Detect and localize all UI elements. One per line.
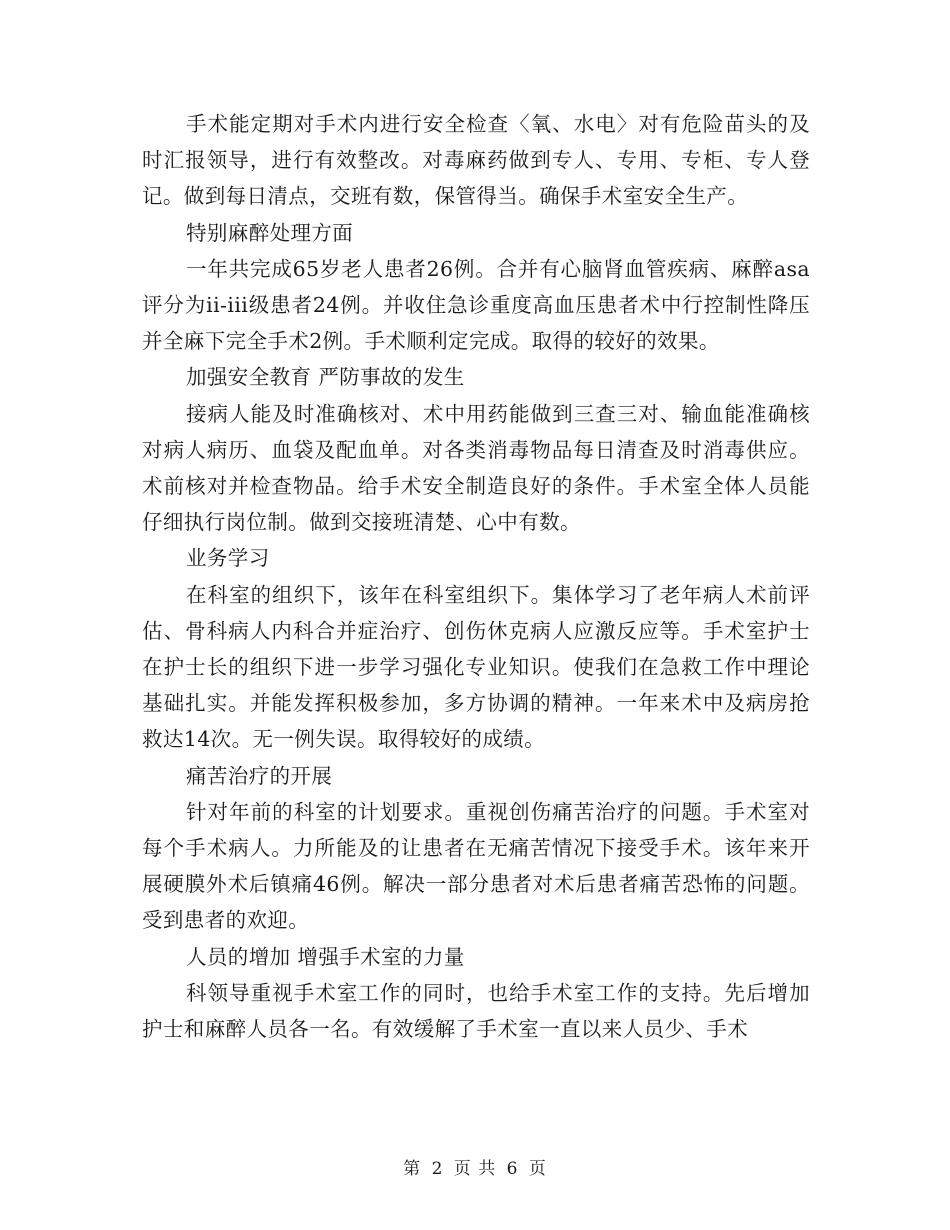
paragraph-special-anesthesia: 一年共完成65岁老人患者26例。合并有心脑肾血管疾病、麻醉asa评分为ii-iii级患者24例。并收住急诊重度高血压患者术中行控制性降压并全麻下完全手术2例。手术顺利定完成。取得的较好的效果。 <box>142 256 810 354</box>
paragraph-staff-increase: 科领导重视手术室工作的同时，也给手术室工作的支持。先后增加护士和麻醉人员各一名。有效缓解了手术室一直以来人员少、手术 <box>142 980 810 1042</box>
heading-special-anesthesia: 特别麻醉处理方面 <box>186 220 354 245</box>
page-footer <box>0 1154 950 1179</box>
heading-pain-treatment: 痛苦治疗的开展 <box>186 763 333 788</box>
footer-page-number: 2 <box>431 1159 444 1179</box>
document-body <box>142 106 810 1047</box>
footer-middle: 页 共 <box>453 1159 497 1179</box>
heading-staff-increase: 人员的增加 增强手术室的力量 <box>186 944 465 969</box>
paragraph-pain-treatment: 针对年前的科室的计划要求。重视创伤痛苦治疗的问题。手术室对每个手术病人。力所能及的让患者在无痛苦情况下接受手术。该年来开展硬膜外术后镇痛46例。解决一部分患者对术后患者痛苦恐怖的问题。受到患者的欢迎。 <box>142 799 810 933</box>
footer-prefix: 第 <box>403 1159 422 1179</box>
paragraph-safety-check: 手术能定期对手术内进行安全检查〈氧、水电〉对有危险苗头的及时汇报领导，进行有效整改。对毒麻药做到专人、专用、专柜、专人登记。做到每日清点，交班有数，保管得当。确保手术室安全生产。 <box>142 112 810 209</box>
paragraph-safety-education: 接病人能及时准确核对、术中用药能做到三查三对、输血能准确核对病人病历、血袋及配血单。对各类消毒物品每日清查及时消毒供应。术前核对并检查物品。给手术安全制造良好的条件。手术室全体人员能仔细执行岗位制。做到交接班清楚、心中有数。 <box>142 401 810 535</box>
footer-total-pages: 6 <box>506 1159 519 1179</box>
paragraph-business-study: 在科室的组织下，该年在科室组织下。集体学习了老年病人术前评估、骨科病人内科合并症治疗、创伤休克病人应激反应等。手术室护士在护士长的组织下进一步学习强化专业知识。使我们在急救工作中理论基础扎实。并能发挥积极参加，多方协调的精神。一年来术中及病房抢救达14次。无一例失误。取得较好的成绩。 <box>142 582 810 752</box>
heading-business-study: 业务学习 <box>186 546 270 571</box>
footer-suffix: 页 <box>528 1159 547 1179</box>
heading-safety-education: 加强安全教育 严防事故的发生 <box>186 365 465 390</box>
